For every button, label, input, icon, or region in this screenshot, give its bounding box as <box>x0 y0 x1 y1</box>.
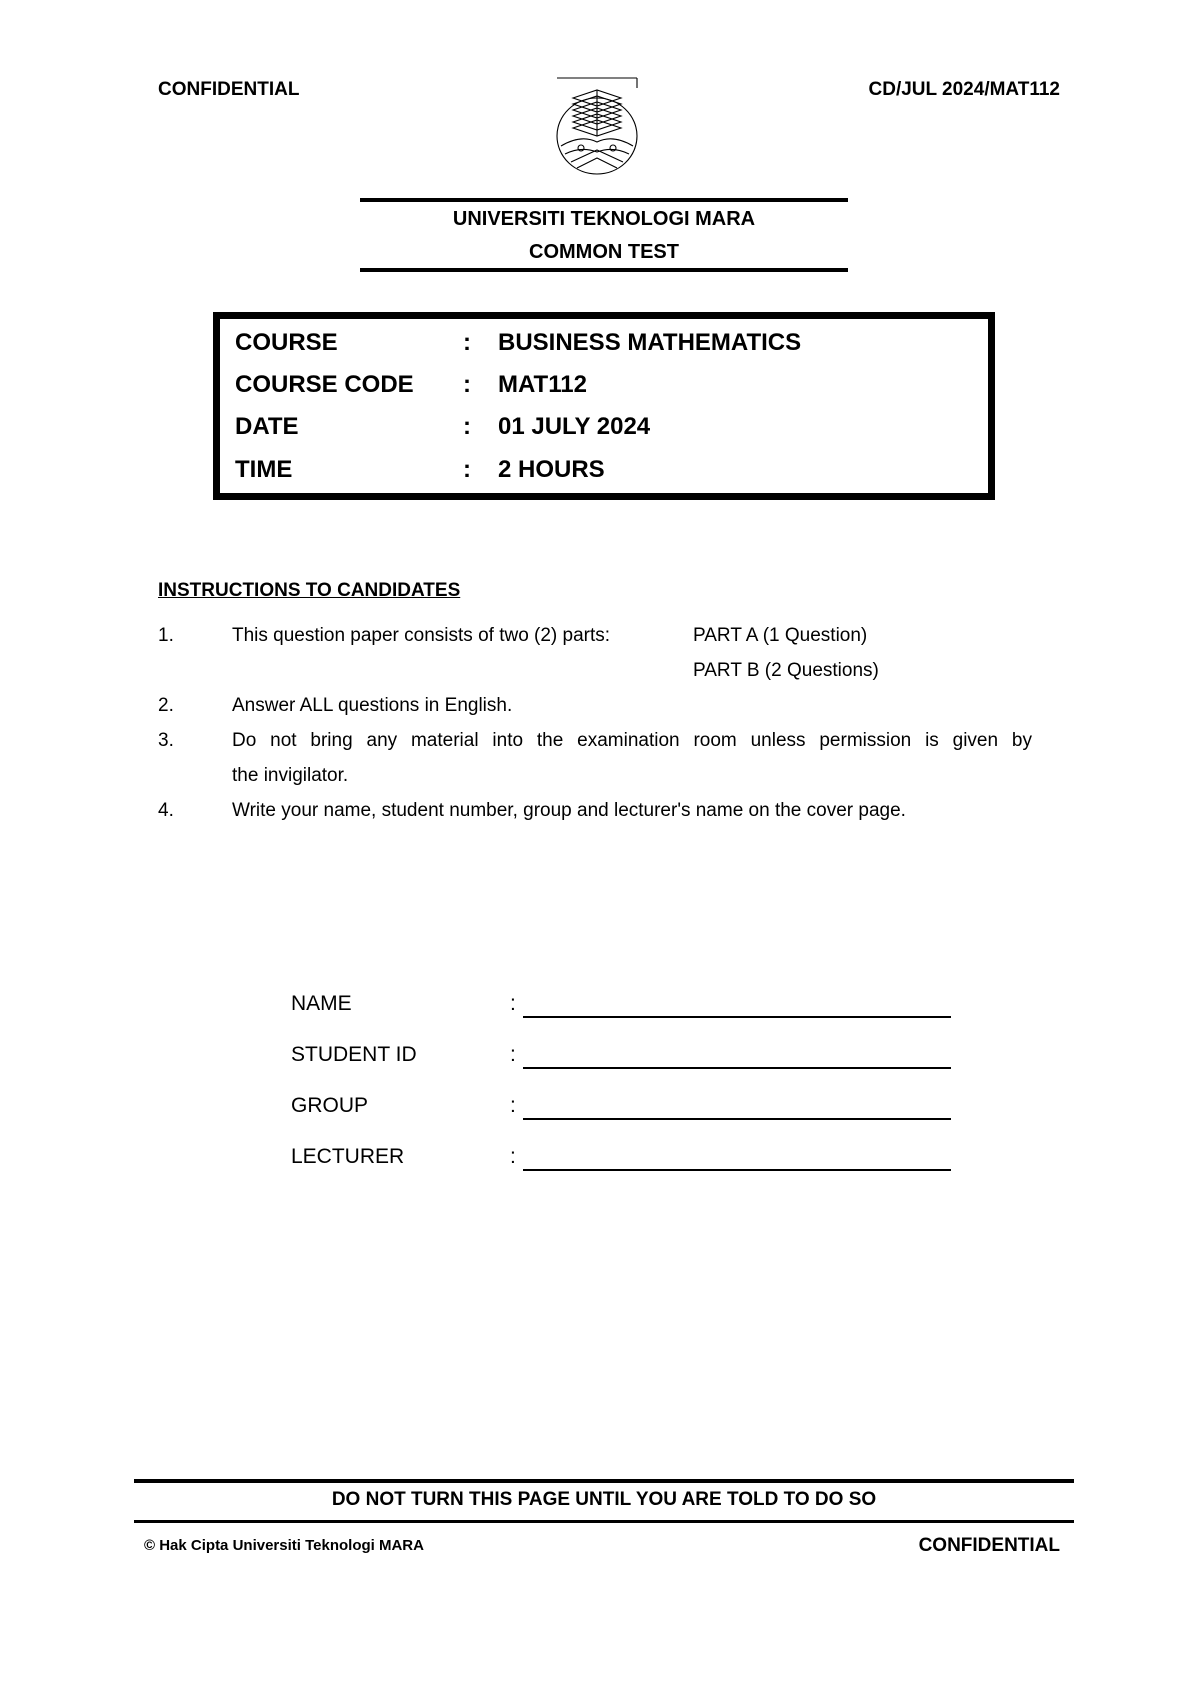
course-value: BUSINESS MATHEMATICS <box>498 329 802 356</box>
footer-confidential-label: CONFIDENTIAL <box>918 1535 1060 1556</box>
course-code-value: MAT112 <box>498 371 587 398</box>
time-label: TIME <box>235 456 293 483</box>
student-id-field-colon: : <box>510 1043 516 1066</box>
footer-bottom-rule <box>134 1520 1074 1523</box>
group-field-colon: : <box>510 1094 516 1117</box>
test-type: COMMON TEST <box>529 241 679 263</box>
group-field-label: GROUP <box>291 1094 369 1117</box>
instruction-number: 4. <box>158 800 174 821</box>
do-not-turn-warning: DO NOT TURN THIS PAGE UNTIL YOU ARE TOLD TO DO SO <box>331 1489 877 1510</box>
instruction-text: Write your name, student number, group and lecturer's name on the cover page. <box>232 800 906 821</box>
course-info-box <box>213 312 995 500</box>
student-id-field-line[interactable] <box>523 1067 951 1069</box>
part-a-label: PART A (1 Question) <box>693 625 868 646</box>
instruction-number: 2. <box>158 695 174 716</box>
instruction-text: Do not bring any material into the examination room unless permission is given by <box>232 730 1032 751</box>
university-crest-icon <box>551 76 643 180</box>
instructions-heading: INSTRUCTIONS TO CANDIDATES <box>158 580 461 601</box>
university-name: UNIVERSITI TEKNOLOGI MARA <box>452 208 756 230</box>
instruction-text: This question paper consists of two (2) parts: <box>232 625 611 646</box>
student-id-field-label: STUDENT ID <box>291 1043 417 1066</box>
name-field-line[interactable] <box>523 1016 951 1018</box>
date-value: 01 JULY 2024 <box>498 413 651 440</box>
time-value: 2 HOURS <box>498 456 605 483</box>
instruction-text: Answer ALL questions in English. <box>232 695 513 716</box>
course-colon: : <box>463 329 471 356</box>
course-label: COURSE <box>235 329 338 356</box>
date-colon: : <box>463 413 471 440</box>
name-field-label: NAME <box>291 992 352 1015</box>
instruction-number: 1. <box>158 625 174 646</box>
copyright-notice: © Hak Cipta Universiti Teknologi MARA <box>144 1537 424 1554</box>
group-field-line[interactable] <box>523 1118 951 1120</box>
title-top-rule <box>360 198 848 202</box>
header-confidential-label: CONFIDENTIAL <box>158 79 300 100</box>
course-code-colon: : <box>463 371 471 398</box>
instruction-number: 3. <box>158 730 174 751</box>
lecturer-field-colon: : <box>510 1145 516 1168</box>
name-field-colon: : <box>510 992 516 1015</box>
header-paper-code: CD/JUL 2024/MAT112 <box>868 79 1060 100</box>
footer-top-rule <box>134 1479 1074 1483</box>
course-code-label: COURSE CODE <box>235 371 414 398</box>
instruction-text: the invigilator. <box>232 765 349 786</box>
lecturer-field-label: LECTURER <box>291 1145 405 1168</box>
part-b-label: PART B (2 Questions) <box>693 660 879 681</box>
time-colon: : <box>463 456 471 483</box>
date-label: DATE <box>235 413 299 440</box>
lecturer-field-line[interactable] <box>523 1169 951 1171</box>
title-bottom-rule <box>360 268 848 272</box>
